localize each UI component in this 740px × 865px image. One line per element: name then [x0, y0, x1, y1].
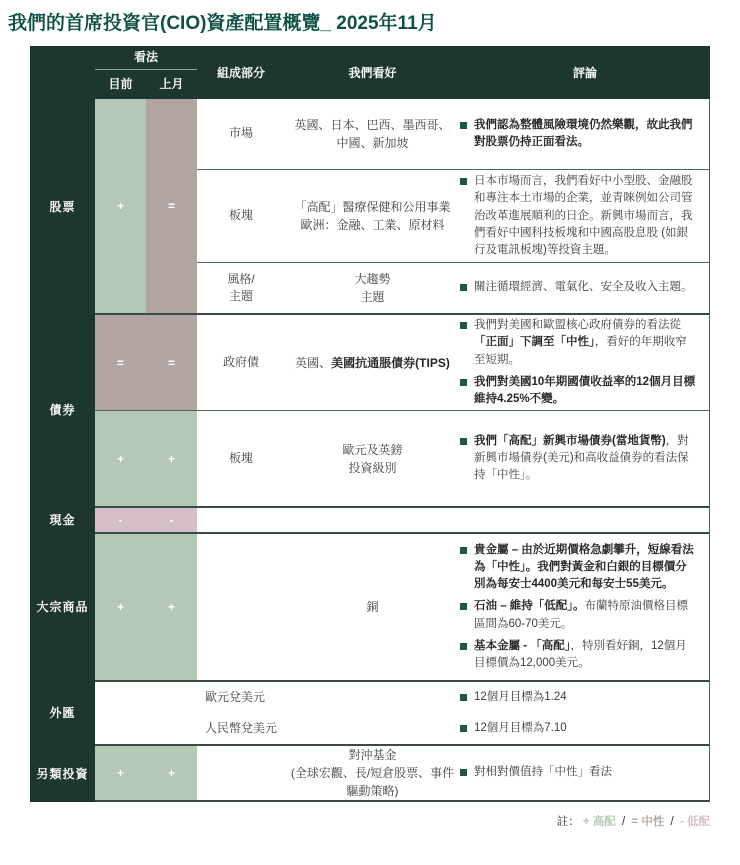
allocation-table [30, 46, 710, 802]
comment-cell [460, 746, 709, 800]
text: 歐洲：金融、工業、原材料 [300, 218, 445, 232]
table-row [95, 713, 709, 744]
section-rows [197, 99, 709, 313]
table-header [30, 46, 710, 99]
legend-overweight-text: 高配 [592, 816, 616, 828]
text-line [289, 459, 456, 477]
asset-section [30, 680, 710, 744]
bullet-icon [460, 438, 467, 445]
legend-neutral-text: 中性 [641, 816, 665, 828]
section-content [95, 744, 710, 802]
view-cell-current [95, 682, 146, 713]
bullet-text [474, 279, 697, 296]
view-cell-current: + [95, 99, 146, 313]
text: 日本市場而言，我們看好中小型股、金融股和專注本土市場的企業，並青睞例如公司管治改革進展順利的日企。新興市場而言，我們看好中國科技板塊和中國高股息股 (如銀行及電訊板塊)等投資主題。 [474, 175, 693, 256]
comment-bullet [460, 433, 697, 484]
text: ，對新興市場債券(美元)和高收益債券的看法保持「中性」。 [474, 434, 689, 481]
bullet-icon [460, 769, 467, 776]
table-row [197, 262, 709, 313]
comment-bullet [460, 279, 697, 296]
comment-bullet [460, 598, 697, 632]
text: 對沖基金 [348, 748, 397, 762]
bullet-text [474, 374, 697, 408]
header-view-label: 看法 [95, 48, 197, 70]
page [0, 12, 740, 829]
bold-text: 「正面」下調至「中性」 [474, 336, 595, 349]
section-view [95, 99, 197, 313]
section-content [95, 99, 710, 313]
view-cell-last: + [146, 746, 197, 800]
comment-bullet [460, 764, 697, 781]
text-line: 板塊 [228, 450, 253, 465]
comment-bullet [460, 317, 697, 368]
view-cell-last: + [146, 411, 197, 506]
text: 布蘭特原油價格目標區間為60-70美元。 [474, 600, 689, 630]
table-row [95, 410, 709, 506]
table-row [95, 534, 709, 680]
asset-section [30, 99, 710, 313]
view-cell-current: + [95, 746, 146, 800]
bold-text: 基本金屬 - 「高配」 [474, 639, 571, 652]
component-cell [197, 682, 460, 713]
comment-bullet [460, 117, 697, 151]
favored-cell [285, 534, 460, 680]
text: 「高配」醫療保健和公用事業 [294, 200, 451, 214]
bold-text: 貴金屬 – 由於近期價格急劇攀升，短線看法為「中性」。我們對黃金和白銀的目標價分別為每安士4400美元和每安士55美元。 [474, 544, 694, 591]
text: 12個月目標為1.24 [474, 691, 567, 703]
bullet-text [474, 720, 697, 737]
legend-neutral-symbol: = [631, 816, 639, 828]
section-content [95, 532, 710, 680]
view-cell-last: - [146, 508, 197, 532]
text: (全球宏觀、長/短倉股票、事件驅動策略) [290, 766, 455, 798]
section-label: 債券 [30, 313, 95, 506]
comment-cell [460, 263, 709, 313]
comment-cell [460, 713, 709, 744]
text: 大趨勢 [354, 272, 391, 286]
text: 英國、日本、巴西、墨西哥、 [294, 118, 451, 132]
footnote [30, 813, 710, 829]
view-cell-last: = [146, 315, 197, 410]
comment-bullet [460, 173, 697, 258]
comment-cell [460, 99, 709, 169]
comment-bullet [460, 720, 697, 737]
comment-cell [460, 411, 709, 506]
bullet-text [474, 433, 697, 484]
header-view-columns [95, 75, 197, 92]
view-cell-current: + [95, 411, 146, 506]
bullet-icon [460, 322, 467, 329]
bullet-icon [460, 178, 467, 185]
bullet-text [474, 638, 697, 672]
view-cell-current [95, 713, 146, 744]
component-cell [197, 534, 285, 680]
footnote-label: 註： [556, 816, 580, 828]
component-cell [197, 713, 460, 744]
legend-neutral [631, 816, 664, 828]
text: ，特別看好銅，12個月目標價為12,000美元。 [474, 639, 687, 669]
bold-text: 美國抗通脹債券(TIPS) [331, 355, 450, 370]
bullet-text [474, 117, 697, 151]
view-cell-last: = [146, 99, 197, 313]
text-line [289, 598, 456, 616]
comment-cell [460, 682, 709, 713]
text: 對相對價值持「中性」看法 [474, 766, 612, 779]
asset-section [30, 532, 710, 680]
section-rows [95, 534, 709, 680]
bullet-icon [460, 603, 467, 610]
comment-bullet [460, 542, 697, 593]
section-rows [95, 508, 709, 532]
view-cell-last: + [146, 534, 197, 680]
table-row [197, 99, 709, 169]
table-row [95, 746, 709, 800]
text-line: 主題 [228, 289, 253, 303]
bullet-icon [460, 694, 467, 701]
bullet-icon [460, 643, 467, 650]
component-cell [197, 99, 285, 169]
text: 英國、 [295, 355, 332, 370]
view-cell-current: - [95, 508, 146, 532]
view-pair [95, 411, 197, 506]
header-current-label: 目前 [108, 77, 133, 91]
table-row [95, 508, 709, 532]
text: 我們對美國和歐盟核心政府債券的看法從 [474, 319, 681, 332]
header-label-spacer [30, 46, 95, 99]
bullet-icon [460, 122, 467, 129]
header-favored-label: 我們看好 [348, 66, 397, 80]
table-row [95, 315, 709, 410]
favored-cell [285, 508, 460, 532]
bullet-text [474, 598, 697, 632]
bullet-icon [460, 547, 467, 554]
favored-cell [285, 170, 460, 262]
text-line: 風格/ [227, 271, 255, 286]
bullet-icon [460, 725, 467, 732]
page-title: 我們的首席投資官(CIO)資產配置概覽_ 2025年11月 [8, 13, 437, 34]
component-cell [197, 746, 285, 800]
component-cell [197, 411, 285, 506]
text-line [289, 764, 456, 800]
text: 12個月目標為7.10 [474, 722, 567, 734]
text: 中國、新加坡 [336, 136, 409, 150]
bullet-icon [460, 284, 467, 291]
comment-bullet [460, 689, 697, 706]
comment-bullet [460, 638, 697, 672]
bold-text: 我們對美國10年期國債收益率的12個月目標維持4.25%不變。 [474, 375, 696, 405]
component-cell [197, 263, 285, 313]
text: 歐元及英鎊 [342, 442, 403, 457]
bullet-text [474, 317, 697, 368]
legend-underweight [680, 816, 710, 828]
asset-section [30, 313, 710, 506]
section-label: 股票 [30, 99, 95, 313]
text-line [289, 746, 456, 764]
text-line [289, 288, 456, 306]
bold-text: 我們認為整體風險環境仍然樂觀，故此我們對股票仍持正面看法。 [474, 118, 693, 148]
text: 銅 [366, 600, 379, 614]
text-line [289, 441, 456, 459]
view-pair [95, 534, 197, 680]
bullet-text [474, 764, 697, 781]
comment-bullet [460, 374, 697, 408]
bold-text: 石油 – 維持「低配」。 [474, 600, 585, 613]
view-cell-last [146, 682, 197, 713]
view-pair [95, 682, 197, 713]
comment-cell [460, 508, 709, 532]
text-line: 人民幣兌美元 [205, 720, 278, 735]
table-row [95, 682, 709, 713]
section-rows [95, 315, 709, 506]
comment-cell [460, 534, 709, 680]
view-cell-current: + [95, 534, 146, 680]
component-cell [197, 315, 285, 410]
view-pair [95, 746, 197, 800]
legend-overweight-symbol: + [582, 816, 590, 828]
text-line [289, 116, 456, 134]
text-line [289, 198, 456, 216]
bullet-text [474, 689, 697, 706]
view-pair [95, 315, 197, 410]
text-line [289, 216, 456, 234]
component-cell [197, 508, 285, 532]
header-component-label: 組成部分 [216, 66, 265, 80]
text-line: 板塊 [228, 208, 253, 223]
bullet-text [474, 173, 697, 258]
favored-cell [285, 746, 460, 800]
asset-section [30, 506, 710, 532]
text-line: 市場 [228, 126, 253, 141]
component-cell [197, 170, 285, 262]
section-content [95, 506, 710, 532]
text: 主題 [360, 290, 385, 304]
table-row [197, 169, 709, 262]
comment-cell [460, 315, 709, 410]
table-body [30, 99, 710, 802]
legend-overweight [583, 816, 616, 828]
section-rows [95, 682, 709, 744]
view-cell-current: = [95, 315, 146, 410]
bold-text: 我們「高配」新興市場債券(當地貨幣) [474, 434, 666, 447]
header-view-group [95, 46, 197, 99]
text-line [289, 134, 456, 152]
legend-underweight-symbol: - [679, 816, 684, 828]
legend-separator: / [622, 816, 626, 828]
bullet-text [474, 542, 697, 593]
header-comment-label: 評論 [572, 66, 597, 80]
text: ，看好的年期收窄至短期。 [474, 336, 687, 366]
favored-cell [285, 411, 460, 506]
favored-cell [285, 99, 460, 169]
favored-cell [285, 315, 460, 410]
text-line: 歐元兌美元 [205, 689, 266, 704]
text: 關注循環經濟、電氣化、安全及收入主題。 [474, 281, 693, 294]
text-line: 政府債 [222, 354, 259, 369]
bullet-icon [460, 379, 467, 386]
section-content [95, 313, 710, 506]
view-cell-last [146, 713, 197, 744]
text: 投資級別 [348, 460, 397, 475]
text-line [289, 270, 456, 288]
section-label: 大宗商品 [30, 532, 95, 680]
section-rows [95, 746, 709, 800]
legend-separator: / [670, 816, 674, 828]
view-pair [95, 713, 197, 744]
comment-cell [460, 170, 709, 262]
section-label: 另類投資 [30, 744, 95, 802]
header-last-label: 上月 [159, 77, 184, 91]
view-pair [95, 508, 197, 532]
favored-cell [285, 263, 460, 313]
section-label: 現金 [30, 506, 95, 532]
legend-underweight-text: 低配 [687, 816, 710, 828]
asset-section [30, 744, 710, 802]
section-content [95, 680, 710, 744]
text-line [289, 354, 456, 372]
section-label: 外匯 [30, 680, 95, 744]
